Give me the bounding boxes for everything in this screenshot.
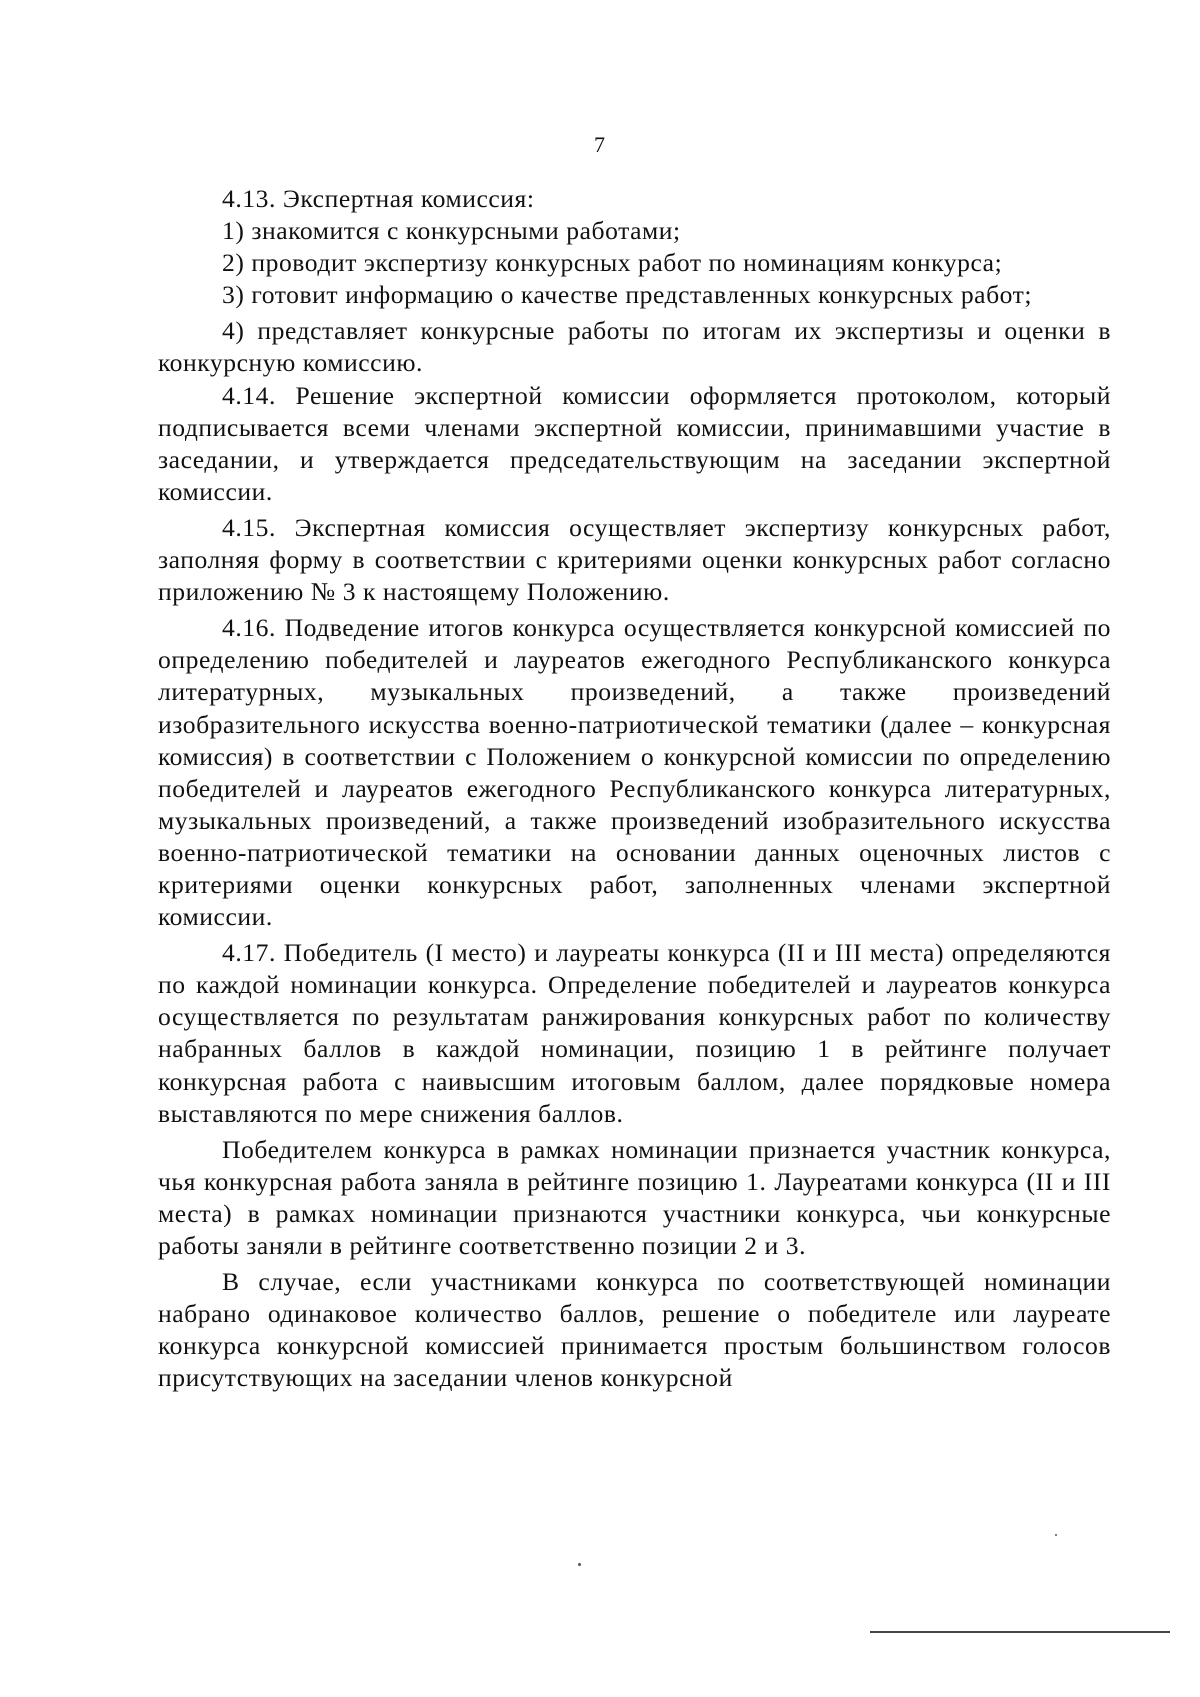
scan-speck (1055, 1534, 1057, 1536)
page-number: 7 (594, 132, 606, 157)
paragraph-4-14: 4.14. Решение экспертной комиссии оформляется протоколом, который подписывается всеми членами экспертной комиссии, принимавшими участие в заседании, и утверждается председательствующим на заседании экспертной комиссии. (158, 380, 1111, 506)
scan-speck (578, 1563, 581, 1566)
paragraph-4-13: 4.13. Экспертная комиссия: (222, 184, 535, 213)
scan-artifact-line (870, 1631, 1170, 1633)
paragraph-4-16: 4.16. Подведение итогов конкурса осуществляется конкурсной комиссией по определению победителей и лауреатов ежегодного Республиканского конкурса литературных, музыкальных произведений, а также произведений изобразительного искусства военно-патриотической тематики (далее – конкурсная комиссия) в соответствии с Положением о конкурсной комиссии по определению победителей и лауреатов ежегодного Республиканского конкурса литературных, музыкальных произведений, а также произведений изобразительного искусства военно-патриотической тематики на основании данных оценочных листов с критериями оценки конкурсных работ, заполненных членами экспертной комиссии. (158, 613, 1111, 932)
list-item-3: 3) готовит информацию о качестве представленных конкурсных работ; (222, 280, 1033, 310)
paragraph-4-15: 4.15. Экспертная комиссия осуществляет экспертизу конкурсных работ, заполняя форму в соответствии с критериями оценки конкурсных работ согласно приложению № 3 к настоящему Положению. (158, 512, 1111, 607)
document-body (158, 183, 1111, 1394)
list-item-4: 4) представляет конкурсные работы по итогам их экспертизы и оценки в конкурсную комиссию. (158, 316, 1111, 378)
paragraph-winner: Победителем конкурса в рамках номинации признается участник конкурса, чья конкурсная работа заняла в рейтинге позицию 1. Лауреатами конкурса (II и III места) в рамках номинации признаются участники конкурса, чьи конкурсные работы заняли в рейтинге соответственно позиции 2 и 3. (158, 1134, 1111, 1260)
paragraph-4-17: 4.17. Победитель (I место) и лауреаты конкурса (II и III места) определяются по каждой номинации конкурса. Определение победителей и лауреатов конкурса осуществляется по результатам ранжирования конкурсных работ по количеству набранных баллов в каждой номинации, позицию 1 в рейтинге получает конкурсная работа с наивысшим итоговым баллом, далее порядковые номера выставляются по мере снижения баллов. (158, 938, 1111, 1128)
list-item-1: 1) знакомится с конкурсными работами; (222, 216, 681, 246)
list-item-2: 2) проводит экспертизу конкурсных работ по номинациям конкурса; (222, 248, 1003, 278)
paragraph-tie-case: В случае, если участниками конкурса по соответствующей номинации набрано одинаковое количество баллов, решение о победителе или лауреате конкурса конкурсной комиссией принимается простым большинством голосов присутствующих на заседании членов конкурсной (158, 1267, 1111, 1393)
